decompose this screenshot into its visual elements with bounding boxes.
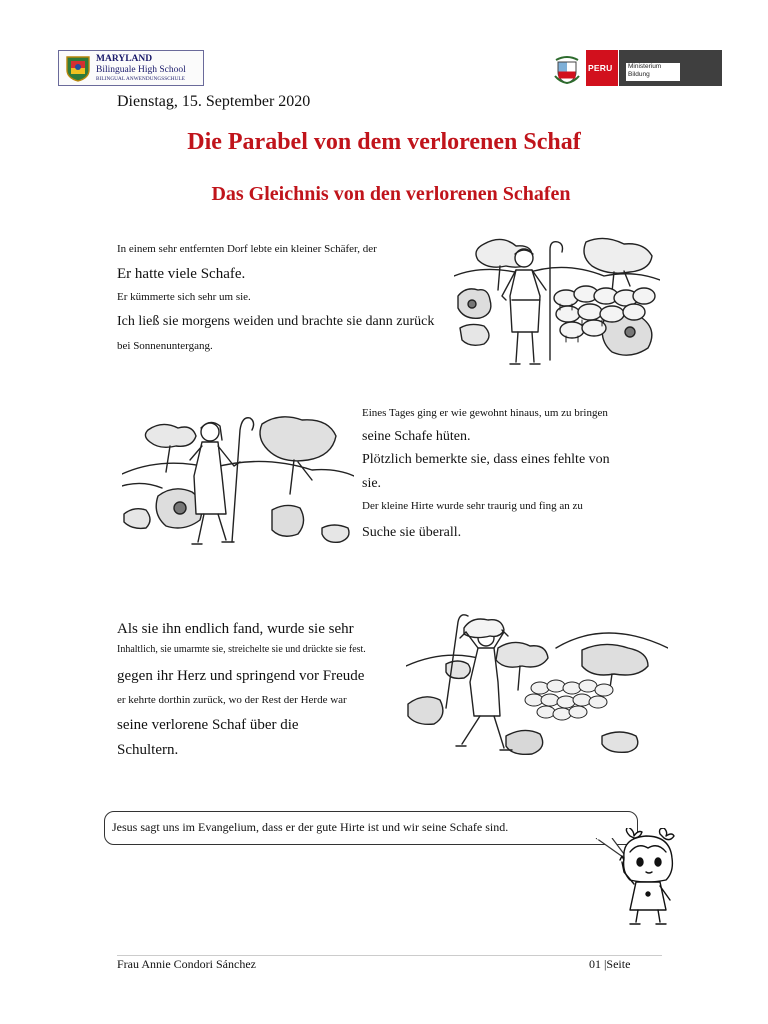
footer-author: Frau Annie Condori Sánchez bbox=[117, 957, 256, 971]
ministry-label-line2: Bildung bbox=[628, 71, 650, 78]
peru-coat-of-arms-icon bbox=[552, 54, 582, 84]
ministry-label-line1: Ministerium bbox=[628, 63, 662, 70]
story-line: Er hatte viele Schafe. bbox=[117, 266, 246, 282]
ministry-logo bbox=[552, 50, 722, 86]
story-line: Eines Tages ging er wie gewohnt hinaus, um zu bringen bbox=[362, 407, 608, 419]
story-line: Der kleine Hirte wurde sehr traurig und fing an zu bbox=[362, 500, 583, 512]
page-title: Die Parabel von dem verlorenen Schaf bbox=[187, 129, 581, 155]
story-line: er kehrte dorthin zurück, wo der Rest der Herde war bbox=[117, 694, 347, 706]
footer-page-number: 01 |Seite bbox=[589, 957, 631, 971]
story-line: Suche sie überall. bbox=[362, 525, 462, 540]
story-line: Plötzlich bemerkte sie, dass eines fehlte von bbox=[362, 452, 610, 467]
school-crest-icon bbox=[65, 55, 91, 82]
shepherd-carrying-sheep-illustration bbox=[406, 608, 668, 764]
footer-divider bbox=[117, 955, 662, 956]
school-tagline: BILINGUAL ANWENDUNGSSCHULE bbox=[96, 76, 186, 82]
story-line: bei Sonnenuntergang. bbox=[117, 340, 213, 352]
story-line: gegen ihr Herz und springend vor Freude bbox=[117, 668, 365, 684]
story-line: sie. bbox=[362, 476, 382, 491]
school-subtitle: Bilinguale High School bbox=[96, 65, 186, 75]
school-logo bbox=[58, 50, 204, 86]
story-line: Als sie ihn endlich fand, wurde sie sehr bbox=[117, 621, 354, 637]
page-subtitle: Das Gleichnis von den verlorenen Schafen bbox=[211, 183, 571, 205]
shepherd-walking-illustration bbox=[122, 410, 354, 552]
ministry-label bbox=[626, 63, 680, 81]
story-line: seine verlorene Schaf über die bbox=[117, 717, 299, 733]
story-line: Er kümmerte sich sehr um sie. bbox=[117, 291, 251, 303]
girl-cartoon-illustration bbox=[616, 828, 686, 928]
peru-label: PERU bbox=[586, 50, 618, 86]
date-line: Dienstag, 15. September 2020 bbox=[117, 93, 311, 110]
shepherd-with-sheep-illustration bbox=[454, 236, 660, 372]
school-name: MARYLAND bbox=[96, 54, 153, 64]
bubble-text: Jesus sagt uns im Evangelium, dass er der gute Hirte ist und wir seine Schafe sind. bbox=[112, 820, 509, 834]
story-line: Inhaltlich, sie umarmte sie, streichelte sie und drückte sie fest. bbox=[117, 644, 366, 655]
story-line: Schultern. bbox=[117, 742, 179, 758]
story-line: In einem sehr entfernten Dorf lebte ein kleiner Schäfer, der bbox=[117, 243, 377, 255]
story-line: Ich ließ sie morgens weiden und brachte sie dann zurück bbox=[117, 314, 435, 329]
story-line: seine Schafe hüten. bbox=[362, 429, 471, 444]
